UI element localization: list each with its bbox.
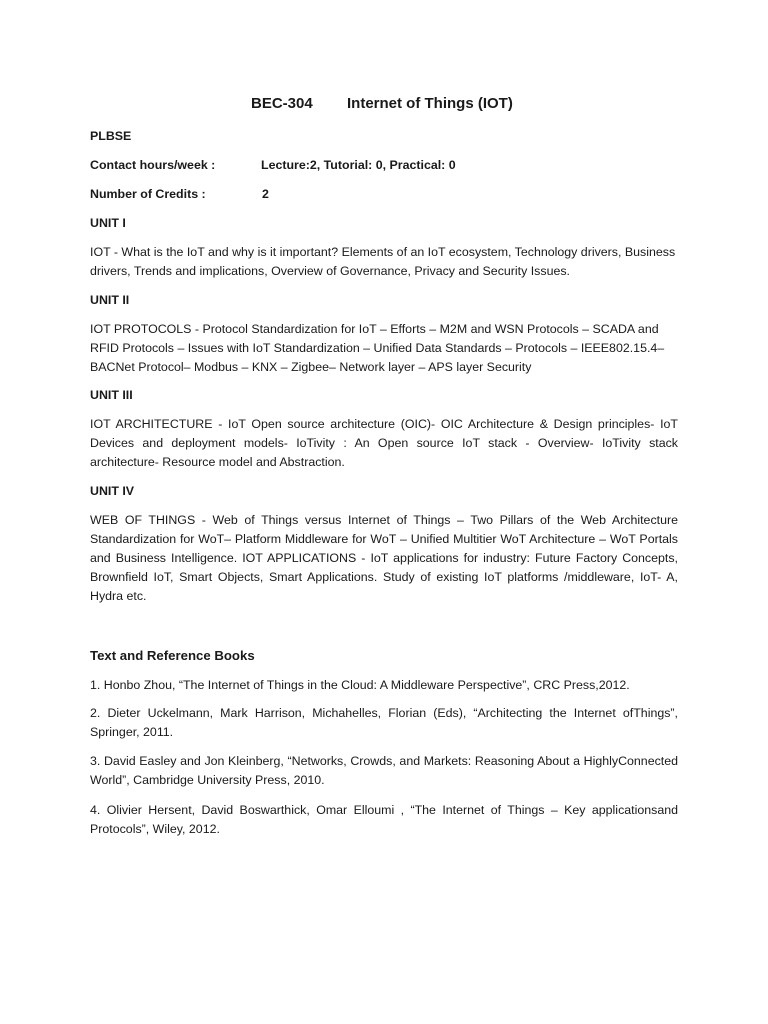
unit-heading: UNIT II xyxy=(90,293,130,307)
unit-description: IOT - What is the IoT and why is it important? Elements of an IoT ecosystem, Technology drivers, Business drivers, Trends and implications, Overview of Governance, Privacy and Security Issues. xyxy=(90,245,676,278)
contact-hours-value: Lecture:2, Tutorial: 0, Practical: 0 xyxy=(261,158,456,172)
reference-item: 1. Honbo Zhou, “The Internet of Things in the Cloud: A Middleware Perspective”, CRC Press,2012. xyxy=(90,678,630,692)
unit-description: WEB OF THINGS - Web of Things versus Internet of Things – Two Pillars of the Web Architecture Standardization for WoT– Platform Middleware for WoT – Unified Multitier WoT Architecture – WoT Portals and Business Intelligence. IOT APPLICATIONS - IoT applications for industry: Future Factory Concepts, Brownfield IoT, Smart Objects, Smart Applications. Study of existing IoT platforms /middleware, IoT- A, Hydra etc. xyxy=(90,513,678,603)
references-heading: Text and Reference Books xyxy=(90,648,255,663)
unit-description: IOT ARCHITECTURE - IoT Open source architecture (OIC)- OIC Architecture & Design principles- IoT Devices and deployment models- IoTivity : An Open source IoT stack - Overview- IoTivity stack architecture- Resource model and Abstraction. xyxy=(90,417,678,469)
reference-item: 3. David Easley and Jon Kleinberg, “Networks, Crowds, and Markets: Reasoning About a HighlyConnected World”, Cambridge University Press, 2010. xyxy=(90,754,678,787)
unit-description: IOT PROTOCOLS - Protocol Standardization for IoT – Efforts – M2M and WSN Protocols – SCADA and RFID Protocols – Issues with IoT Standardization – Unified Data Standards – Protocols – IEEE802.15.4–BACNet Protocol– Modbus – KNX – Zigbee– Network layer – APS layer Security xyxy=(90,322,665,374)
credits-value: 2 xyxy=(262,187,269,201)
scheme-label: PLBSE xyxy=(90,129,132,143)
reference-item: 2. Dieter Uckelmann, Mark Harrison, Michahelles, Florian (Eds), “Architecting the Internet ofThings”, Springer, 2011. xyxy=(90,706,678,739)
contact-hours-label: Contact hours/week : xyxy=(90,158,216,172)
course-code: BEC-304 xyxy=(251,95,313,112)
unit-heading: UNIT I xyxy=(90,216,126,230)
credits-label: Number of Credits : xyxy=(90,187,206,201)
unit-heading: UNIT III xyxy=(90,388,133,402)
reference-item: 4. Olivier Hersent, David Boswarthick, Omar Elloumi , “The Internet of Things – Key applicationsand Protocols”, Wiley, 2012. xyxy=(90,803,678,836)
course-title: Internet of Things (IOT) xyxy=(347,95,513,112)
unit-heading: UNIT IV xyxy=(90,484,135,498)
